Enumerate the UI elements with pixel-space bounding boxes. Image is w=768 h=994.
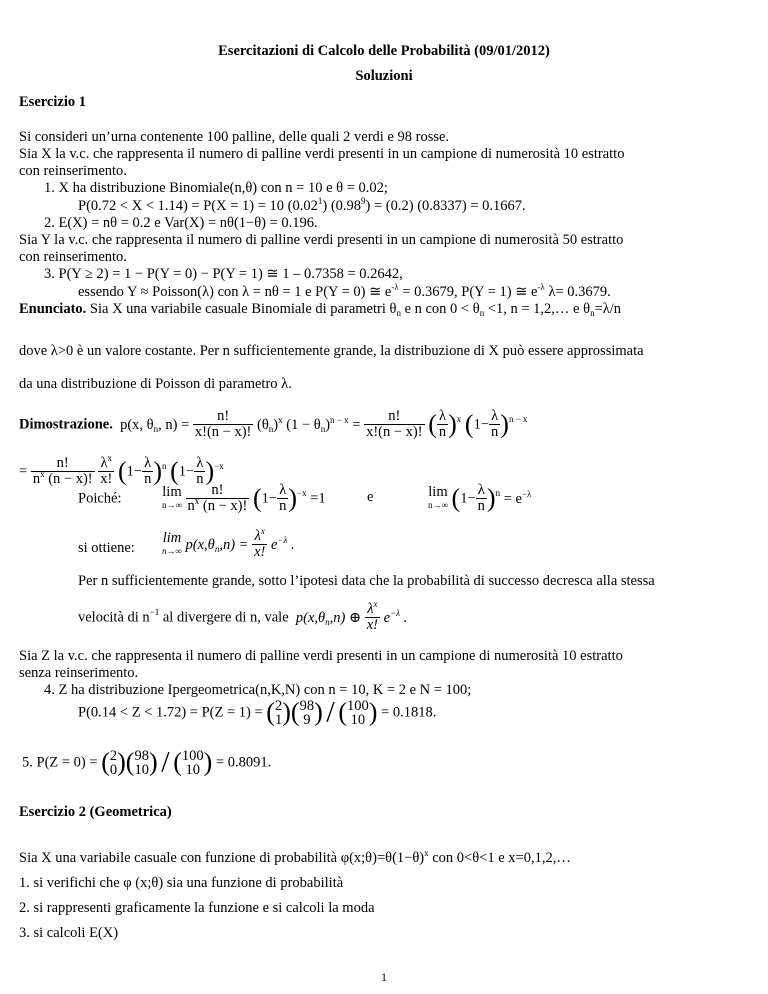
theorem-statement: Enunciato. Sia X una variabile casuale Binomiale di parametri $\theta_n$ e n con $0 < \theta_n <1$, n = 1,2,… e $\theta_n=\lambda/n$: [19, 301, 622, 318]
text-line: P(0.72 < X < 1.14) = P(X = 1) = 10 (0.02$^1$) $(0.98^9) = (0.2) (0.8337) = 0.1667$.: [78, 196, 526, 214]
text-line: essendo Y ≈ Poisson(λ) con λ = nθ = 1 e P(Y = 0) ≅ $e^{-\lambda} = 0.3679$, P(Y = 1) ≅ $e^{-\lambda}$ λ= 0.3679.: [78, 282, 611, 300]
list-item: 1. si verifichi che φ (x;θ) sia una funzione di probabilità: [19, 875, 344, 891]
text-line: si ottiene:: [78, 540, 135, 556]
page-number: 1: [381, 970, 387, 984]
exercise-1-heading: Esercizio 1: [19, 94, 86, 110]
text-line: Sia X una variabile casuale con funzione di probabilità $\varphi(x;\theta)=\theta(1-\theta)^x$ con 0<θ<1 e x=0,1,2,…: [19, 848, 571, 866]
text-line: 1. X ha distribuzione Binomiale(n,θ) con n = 10 e θ = 0.02;: [44, 180, 388, 196]
list-item: 2. si rappresenti graficamente la funzione e si calcoli la moda: [19, 900, 375, 916]
text-line: da una distribuzione di Poisson di parametro λ.: [19, 376, 292, 392]
proof-formula-3: Poiché:: [78, 490, 122, 507]
text-line: con reinserimento.: [19, 163, 127, 179]
text-line: Sia X la v.c. che rappresenta il numero di palline verdi presenti in un campione di numerosità 10 estratto: [19, 146, 625, 162]
text-line: Per n sufficientemente grande, sotto l’ipotesi data che la probabilità di successo decresca alla stessa: [78, 573, 655, 589]
text-line: senza reinserimento.: [19, 665, 139, 681]
exercise-2-heading: Esercizio 2 (Geometrica): [19, 804, 172, 820]
proof-formula-2: = $\frac{n!}{n^x (n - x)!}$ $\frac{\lambda^x}{x!}$ (1− $\frac{\lambda}{n}$ )$^n$ (1− $\frac{\lambda}{n}$ )$^{-x}$: [19, 453, 224, 488]
text-line: 4. Z ha distribuzione Ipergeometrica(n,K,N) con n = 10, K = 2 e N = 100;: [44, 682, 472, 698]
proof-formula-1: Dimostrazione. p(x, $\theta_n$, n) = $\frac{n!}{x!(n - x)!}$ $(\theta_n)^x$ $(1 - \theta_n)^{n - x}$ = $\frac{n!}{x!(n - x)!}$ ( $\frac{\lambda}{n}$ )$^x$ (1− $\frac{\lambda}{n}$ )$^{n - x}$: [19, 408, 528, 441]
document-subtitle: Soluzioni: [355, 68, 413, 84]
document-title: Esercitazioni di Calcolo delle Probabilità (09/01/2012): [218, 43, 550, 59]
text-line: 3. P(Y ≥ 2) = 1 − P(Y = 0) − P(Y = 1) ≅ 1 – 0.7358 = 0.2642,: [44, 266, 403, 282]
hypergeometric-formula-2: 5. P(Z = 0) = ( 2 0 )( 98 10 ) / ( 100 10 ) = 0.8091.: [22, 745, 272, 779]
hypergeometric-formula-1: P(0.14 < Z < 1.72) = P(Z = 1) = ( 2 1 )( 98 9 ) / ( 100 10 ) = 0.1818.: [78, 695, 437, 729]
limit-formula-1: lim n→∞ $\frac{n!}{n^x (n - x)!}$ (1− $\frac{\lambda}{n}$ )$^{-x}$ =1: [162, 482, 326, 515]
limit-formula-2: lim n→∞ (1− $\frac{\lambda}{n}$ )$^n = e^{-\lambda}$: [428, 482, 532, 515]
text-line: dove λ>0 è un valore costante. Per n sufficientemente grande, la distribuzione di X può essere approssimata: [19, 343, 644, 359]
text-line: 2. E(X) = nθ = 0.2 e Var(X) = nθ(1−θ) = 0.196.: [44, 215, 318, 231]
text-line: con reinserimento.: [19, 249, 127, 265]
text-line: Sia Z la v.c. che rappresenta il numero di palline verdi presenti in un campione di numerosità 10 estratto: [19, 648, 623, 664]
text-line: Si consideri un’urna contenente 100 palline, delle quali 2 verdi e 98 rosse.: [19, 129, 450, 145]
text-line: velocità di $n^{-1}$ al divergere di n, vale $p(x,\theta_n,n)$ ⊕ $\frac{\lambda^x}{x!}$ $e^{-\lambda}$ .: [78, 599, 408, 634]
limit-formula-3: lim n→∞ $p(x,\theta_n,n)$ = $\frac{\lambda^x}{x!}$ $e^{-\lambda}$ .: [162, 526, 295, 561]
text-line: Sia Y la v.c. che rappresenta il numero di palline verdi presenti in un campione di numerosità 50 estratto: [19, 232, 624, 248]
list-item: 3. si calcoli E(X): [19, 925, 119, 941]
text-line: e: [367, 489, 374, 505]
